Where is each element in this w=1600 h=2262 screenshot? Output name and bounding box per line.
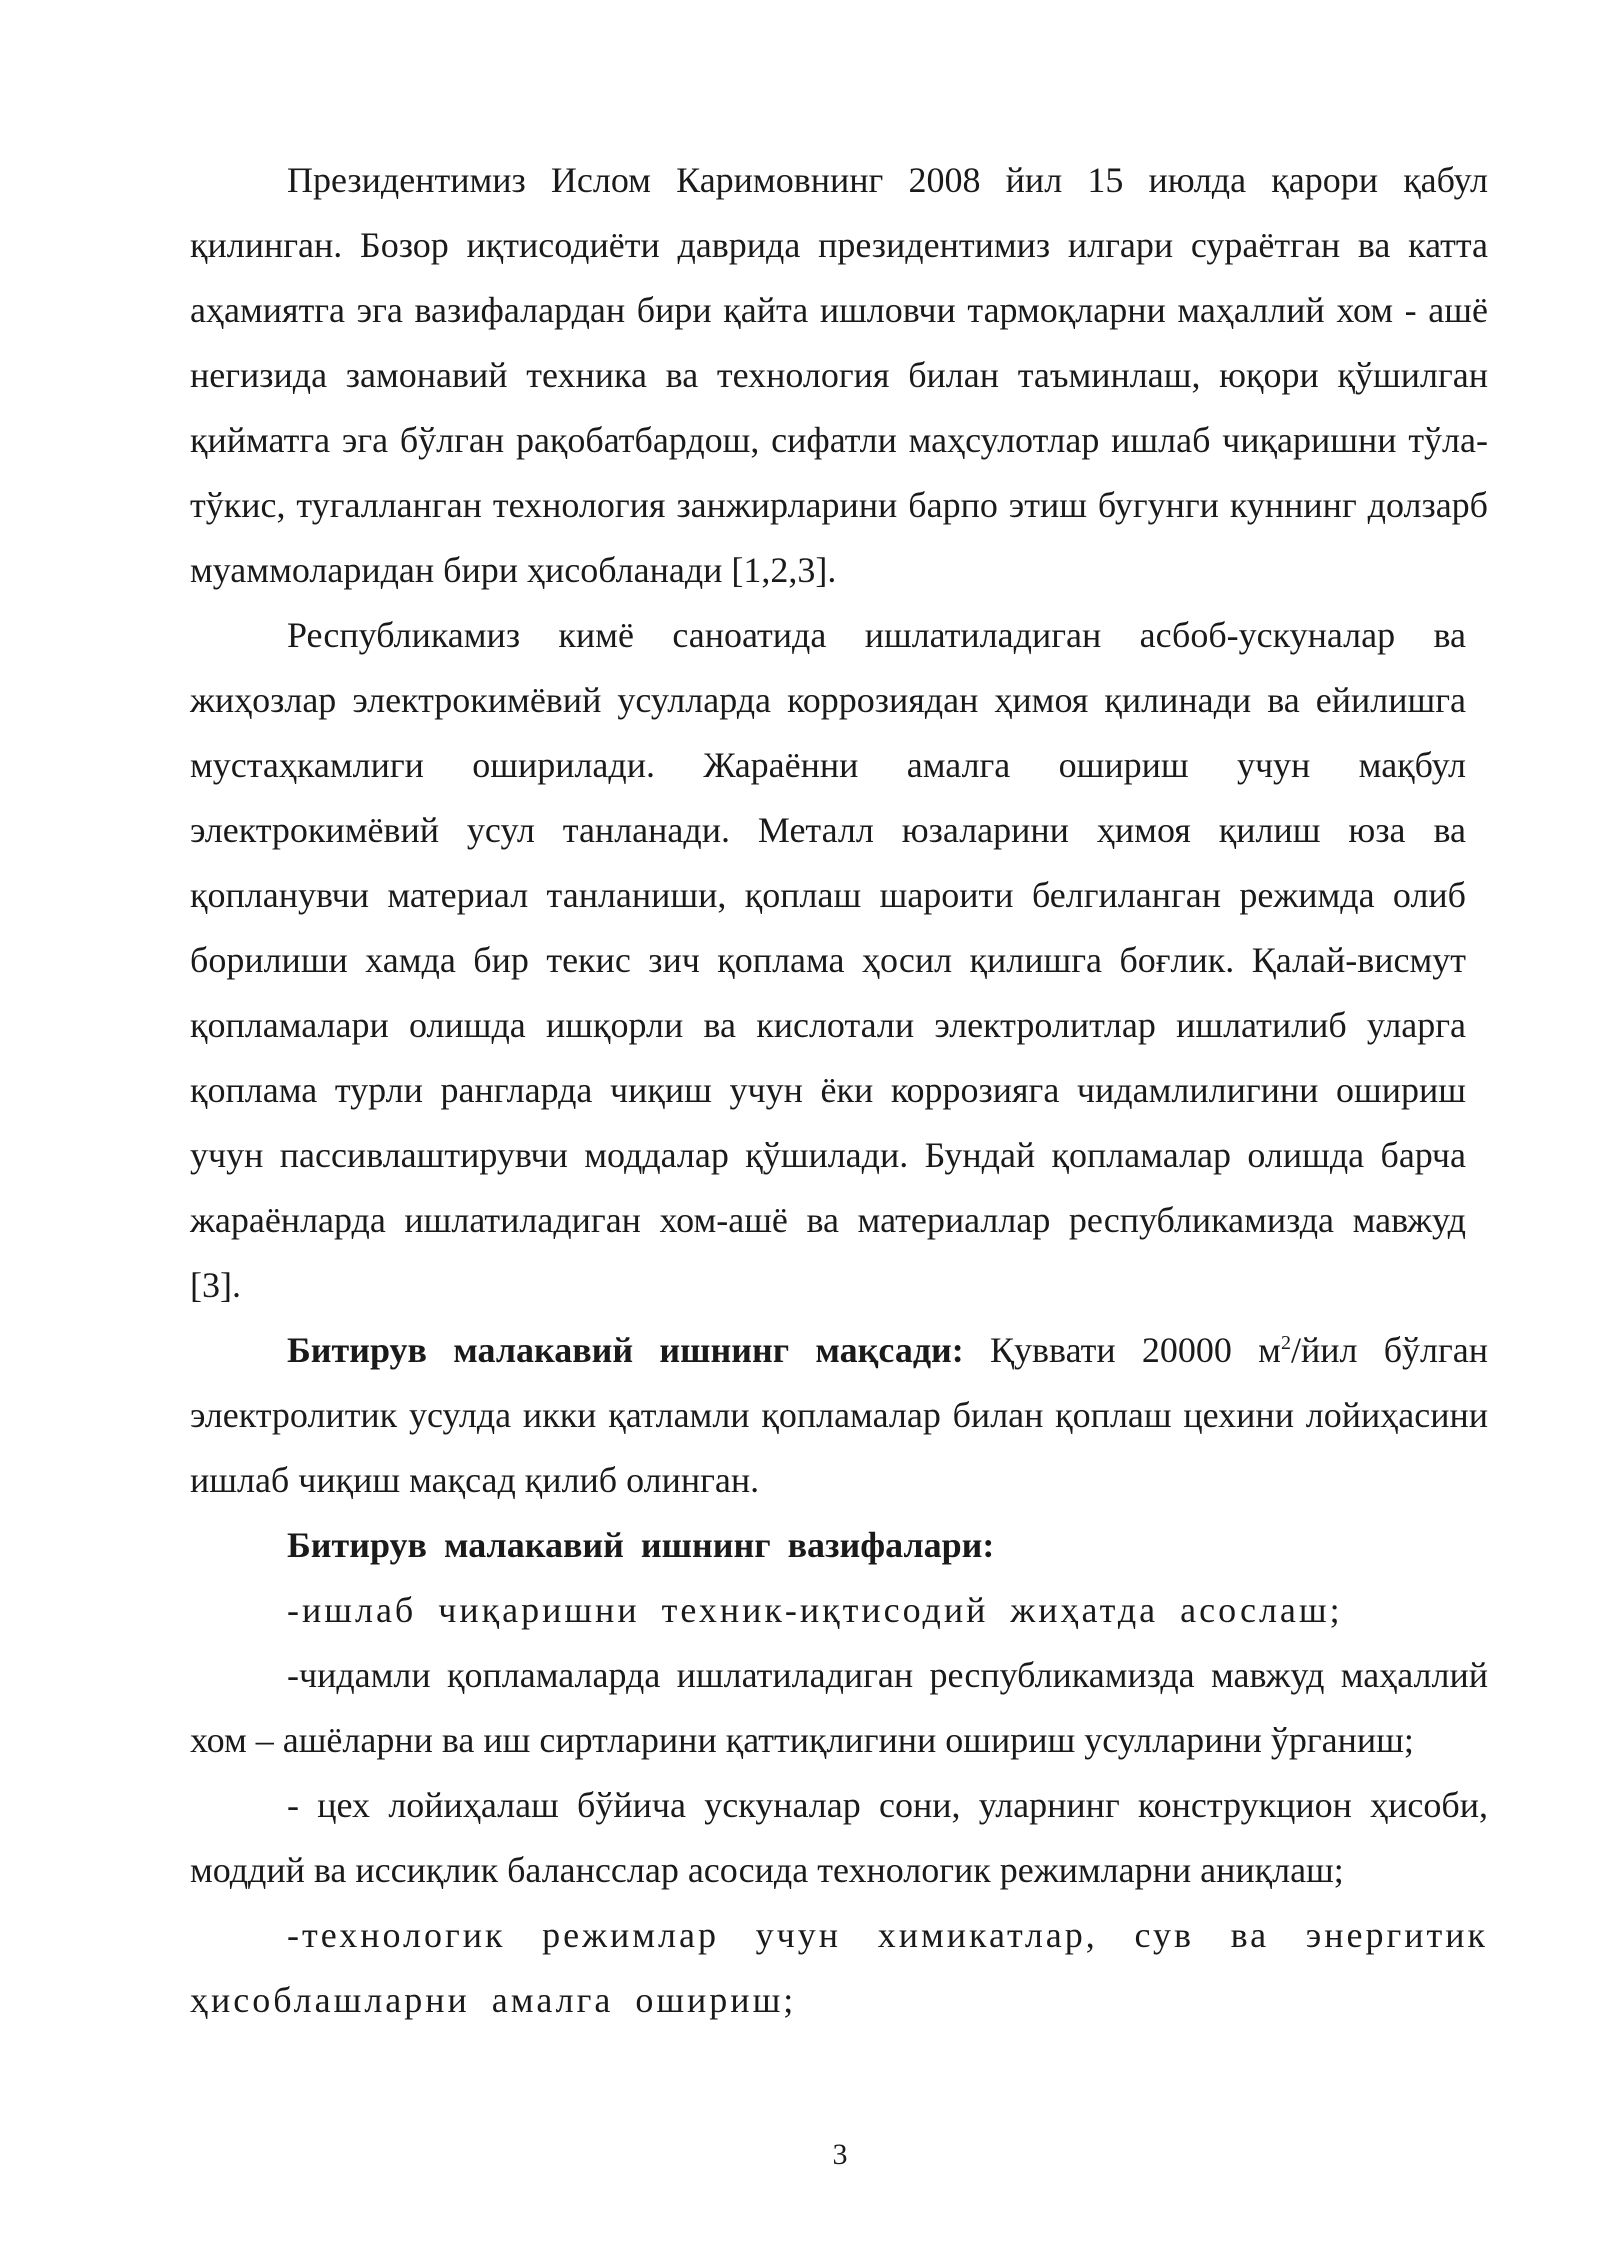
paragraph-intro: Президентимиз Ислом Каримовнинг 2008 йил 15 июлда қарори қабул қилинган. Бозор иқтисодиёти даврида президентимиз илгари сураётган ва катта аҳамиятга эга вазифалардан бири қайта ишловчи тармоқларни маҳаллий хом - ашё негизида замонавий техника ва технология билан таъминлаш, юқори қўшилган қийматга эга бўлган рақобатбардош, сифатли маҳсулотлар ишлаб чиқаришни тўла-тўкис, тугалланган технология занжирларини барпо этиш бугунги куннинг долзарб муаммоларидан бири ҳисобланади [1,2,3]. <box>190 160 1488 590</box>
paragraph-goal <box>190 1318 1488 1513</box>
task-item-3: - цех лойиҳалаш бўйича ускуналар сони, уларнинг конструкцион ҳисоби, моддий ва иссиқлик балансслар асосида технологик режимларни аниқлаш; <box>190 1785 1488 1890</box>
task-item-4: -технологик режимлар учун химикатлар, сув ва энергитик ҳисоблашларни амалга ошириш; <box>190 1915 1488 2020</box>
page-number: 3 <box>832 2138 848 2171</box>
unit-superscript: 2 <box>1280 1332 1291 1354</box>
paragraph-chemistry: Республикамиз кимё саноатида ишлатиладиган асбоб-ускуналар ва жиҳозлар электрокимёвий усулларда коррозиядан ҳимоя қилинади ва ейилишга мустаҳкамлиги оширилади. Жараённи амалга ошириш учун мақбул электрокимёвий усул танланади. Металл юзаларини ҳимоя қилиш юза ва қопланувчи материал танланиши, қоплаш шароити белгиланган режимда олиб борилиши хамда бир текис зич қоплама ҳосил қилишга боғлик. Қалай-висмут қопламалари олишда ишқорли ва кислотали электролитлар ишлатилиб уларга қоплама турли рангларда чиқиш учун ёки коррозияга чидамлилигини ошириш учун пассивлаштирувчи моддалар қўшилади. Бундай қопламалар олишда барча жараёнларда ишлатиладиган хом-ашё ва материаллар республикамизда мавжуд [3]. <box>190 615 1466 1305</box>
task-item-1: -ишлаб чиқаришни техник-иқтисодий жиҳатда асослаш; <box>287 1590 1343 1630</box>
goal-label: Битирув малакавий ишнинг мақсади: <box>287 1330 964 1370</box>
document-page <box>190 148 1488 2033</box>
tasks-heading: Битирув малакавий ишнинг вазифалари: <box>287 1525 995 1565</box>
goal-text-start: Қуввати 20000 м <box>963 1330 1281 1370</box>
task-item-2: -чидамли қопламаларда ишлатиладиган республикамизда мавжуд маҳаллий хом – ашёларни ва иш сиртларини қаттиқлигини ошириш усулларини ўрганиш; <box>190 1655 1488 1760</box>
goal-text-end: /йил бўлган электролитик усулда икки қатламли қопламалар билан қоплаш цехини лойиҳасини ишлаб чиқиш мақсад қилиб олинган. <box>190 1330 1488 1500</box>
